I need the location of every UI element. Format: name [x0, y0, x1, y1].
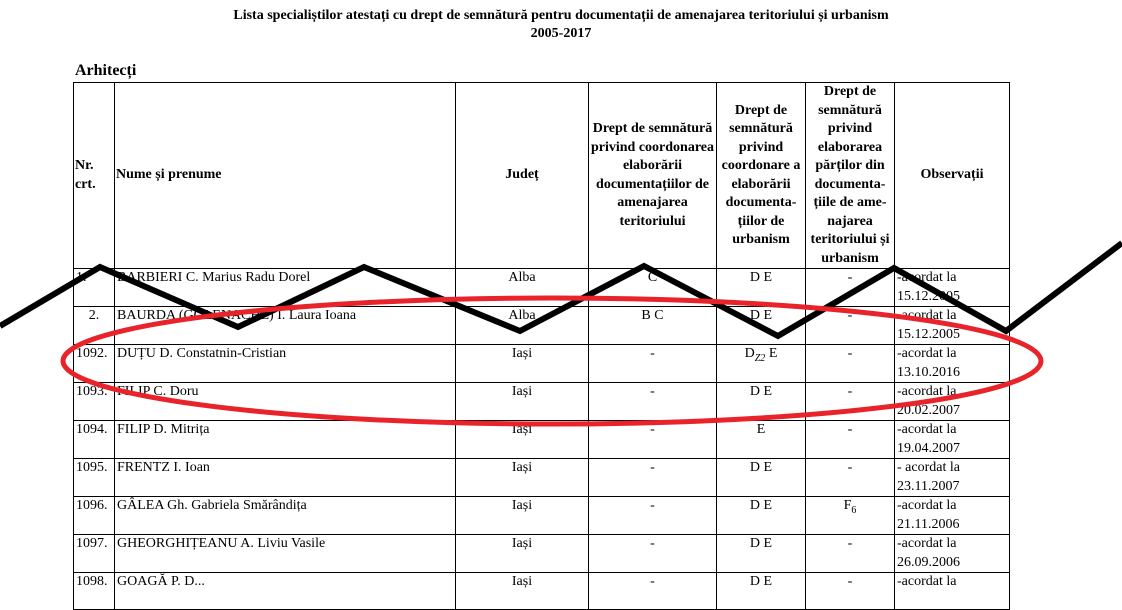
row-drept-teritoriu: -: [589, 535, 717, 573]
obs-line-2: 26.09.2006: [897, 554, 960, 570]
table-header-row: [74, 83, 1010, 269]
row-drept-urbanism: D E: [717, 497, 806, 535]
row-nr: 1092.: [74, 345, 115, 383]
row-judet: Iași: [456, 421, 589, 459]
row-nr: 2.: [74, 307, 115, 345]
row-drept-teritoriu: -: [589, 573, 717, 610]
table-row: [74, 421, 1010, 459]
table-row: [74, 307, 1010, 345]
row-drept-elaborare: -: [806, 269, 895, 307]
table-row: [74, 497, 1010, 535]
row-drept-elaborare: -: [806, 383, 895, 421]
row-nume: FRENTZ I. Ioan: [115, 459, 456, 497]
row-judet: Iași: [456, 345, 589, 383]
row-nr: 1095.: [74, 459, 115, 497]
row-drept-urbanism: E: [717, 421, 806, 459]
header-drept-elaborare: Drept de semnătură privind elaborarea părților din documenta-țiile de ame-najarea teritoriului și urbanism: [806, 83, 895, 269]
row-drept-teritoriu: B C: [589, 307, 717, 345]
table-row: [74, 535, 1010, 573]
row-observatii: [895, 345, 1010, 383]
table-row: [74, 573, 1010, 610]
row-drept-teritoriu: C: [589, 269, 717, 307]
header-observatii: Observații: [895, 83, 1010, 269]
row-nume: BAURDA (GOLENACHE) I. Laura Ioana: [115, 307, 456, 345]
row-drept-urbanism: D E: [717, 459, 806, 497]
header-nr: Nr. crt.: [74, 83, 115, 269]
row-nume: GHEORGHIȚEANU A. Liviu Vasile: [115, 535, 456, 573]
table-row: [74, 345, 1010, 383]
row-observatii: [895, 307, 1010, 345]
row-observatii: [895, 459, 1010, 497]
obs-line-2: 21.11.2006: [897, 516, 960, 532]
row-judet: Iași: [456, 383, 589, 421]
row-drept-elaborare: -: [806, 573, 895, 610]
obs-line-2: 15.12.2005: [897, 288, 960, 304]
row-nr: 1096.: [74, 497, 115, 535]
header-drept-urbanism: Drept de semnătură privind coordonare a elaborării documenta-țiilor de urbanism: [717, 83, 806, 269]
obs-line-1: -acordat la: [897, 308, 957, 323]
row-drept-elaborare: -: [806, 307, 895, 345]
table-row: [74, 269, 1010, 307]
row-judet: Alba: [456, 269, 589, 307]
obs-line-1: -acordat la: [897, 270, 957, 285]
obs-line-1: -acordat la: [897, 346, 957, 361]
row-nume: FILIP D. Mitrița: [115, 421, 456, 459]
obs-line-2: 13.10.2016: [897, 364, 960, 380]
row-nume: DUȚU D. Constatnin-Cristian: [115, 345, 456, 383]
row-drept-elaborare: $F_6$: [806, 497, 895, 535]
row-nume: GÂLEA Gh. Gabriela Smărândița: [115, 497, 456, 535]
row-drept-elaborare: -: [806, 345, 895, 383]
row-drept-urbanism: D E: [717, 307, 806, 345]
row-drept-teritoriu: -: [589, 345, 717, 383]
row-nr: 1098.: [74, 573, 115, 610]
row-nr: 1094.: [74, 421, 115, 459]
row-drept-teritoriu: -: [589, 383, 717, 421]
row-observatii: [895, 269, 1010, 307]
row-nume: FILIP C. Doru: [115, 383, 456, 421]
obs-line-1: -acordat la: [897, 536, 957, 551]
header-nume: Nume și prenume: [115, 83, 456, 269]
row-drept-elaborare: -: [806, 421, 895, 459]
obs-line-1: - acordat la: [897, 460, 960, 475]
row-judet: Iași: [456, 497, 589, 535]
row-nr: 1097.: [74, 535, 115, 573]
obs-line-2: 20.02.2007: [897, 402, 960, 418]
row-drept-urbanism: D E: [717, 383, 806, 421]
row-nr: 1093.: [74, 383, 115, 421]
table-row: [74, 383, 1010, 421]
row-drept-teritoriu: -: [589, 497, 717, 535]
row-judet: Iași: [456, 535, 589, 573]
title-line-2: 2005-2017: [530, 26, 592, 41]
row-observatii: [895, 573, 1010, 610]
row-drept-teritoriu: -: [589, 459, 717, 497]
obs-line-2: 23.11.2007: [897, 478, 960, 494]
row-drept-elaborare: -: [806, 535, 895, 573]
obs-line-2: 19.04.2007: [897, 440, 960, 456]
table-row: [74, 459, 1010, 497]
row-nr: 1.: [74, 269, 115, 307]
row-drept-urbanism: D E: [717, 269, 806, 307]
row-observatii: [895, 535, 1010, 573]
row-drept-urbanism: D E: [717, 535, 806, 573]
row-judet: Iași: [456, 573, 589, 610]
obs-line-1: -acordat la: [897, 574, 957, 589]
header-judet: Județ: [456, 83, 589, 269]
obs-line-1: -acordat la: [897, 498, 957, 513]
header-drept-teritoriu: Drept de semnătură privind coordonarea elaborării documentațiilor de amenajarea teritoriului: [589, 83, 717, 269]
specialists-table: [73, 82, 1010, 610]
row-drept-urbanism: D E: [717, 573, 806, 610]
title-line-1: Lista specialiștilor atestați cu drept de semnătură pentru documentații de amenajarea teritoriului și urbanism: [233, 8, 889, 23]
row-judet: Alba: [456, 307, 589, 345]
document-title: [0, 7, 1122, 43]
row-observatii: [895, 421, 1010, 459]
row-observatii: [895, 383, 1010, 421]
section-heading: Arhitecți: [75, 62, 137, 79]
obs-line-2: 15.12.2005: [897, 326, 960, 342]
row-observatii: [895, 497, 1010, 535]
row-drept-teritoriu: -: [589, 421, 717, 459]
row-nume: BARBIERI C. Marius Radu Dorel: [115, 269, 456, 307]
row-judet: Iași: [456, 459, 589, 497]
row-drept-urbanism: $D_{Z2}$ E: [717, 345, 806, 383]
row-drept-elaborare: -: [806, 459, 895, 497]
obs-line-1: -acordat la: [897, 384, 957, 399]
row-nume: GOAGĂ P. D...: [115, 573, 456, 610]
obs-line-1: -acordat la: [897, 422, 957, 437]
